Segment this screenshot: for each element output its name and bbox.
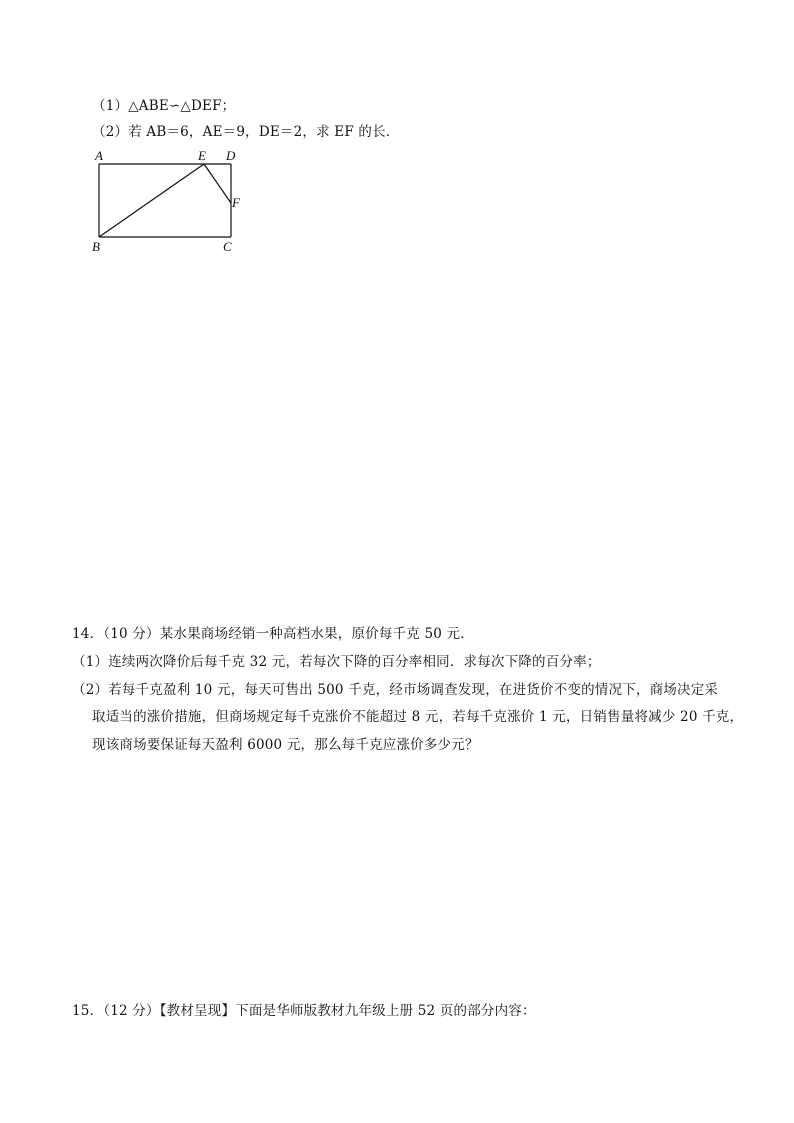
label-c: C [223,239,232,254]
q13-part1: （1）△ABE∽△DEF； [92,98,236,114]
label-b: B [92,239,100,254]
segment-be [99,164,204,237]
rectangle-figure [86,146,256,258]
q14-part2-line3: 现该商场要保证每天盈利 6000 元，那么每千克应涨价多少元？ [92,737,479,753]
q14-part2-line2: 取适当的涨价措施，但商场规定每千克涨价不能超过 8 元，若每千克涨价 1 元，日销售量将减少 20 千克， [92,709,744,725]
q14-part1: （1）连续两次降价后每千克 32 元，若每次下降的百分率相同．求每次下降的百分率； [72,654,601,670]
label-f: F [232,195,240,210]
label-a: A [95,148,103,163]
q14-part2-line1: （2）若每千克盈利 10 元，每天可售出 500 千克，经市场调查发现，在进货价不变的情况下，商场决定采 [72,682,719,698]
label-e: E [198,148,206,163]
segment-ef [204,164,231,203]
q13-part2: （2）若 AB＝6，AE＝9，DE＝2，求 EF 的长． [92,124,400,140]
label-d: D [226,148,236,163]
q14-header: 14．（10 分）某水果商场经销一种高档水果，原价每千克 50 元． [72,626,474,642]
q15-header: 15．（12 分）【教材呈现】下面是华师版教材九年级上册 52 页的部分内容： [72,1003,536,1019]
